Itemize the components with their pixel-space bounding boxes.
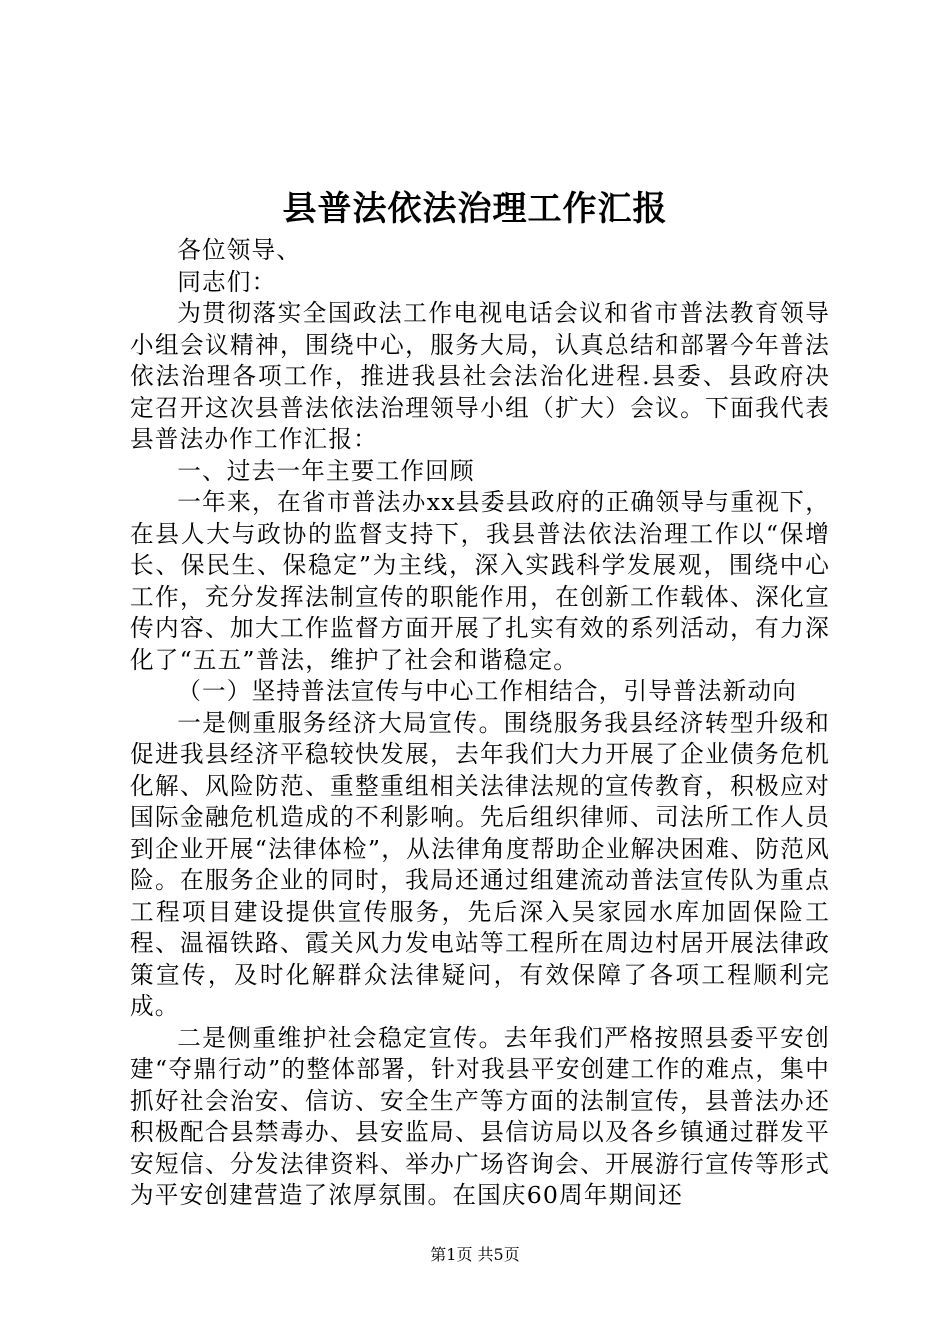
summary-paragraph: 一年来，在省市普法办xx县委县政府的正确领导与重视下，在县人大与政协的监督支持下，我县普法依法治理工作以“保增长、保民生、保稳定”为主线，深入实践科学发展观，围绕中心工作，充分发挥法制宣传的职能作用，在创新工作载体、深化宣传内容、加大工作监督方面开展了扎实有效的系列活动，有力深化了“五五”普法，维护了社会和谐稳定。 xyxy=(130,488,830,674)
intro-paragraph: 为贯彻落实全国政法工作电视电话会议和省市普法教育领导小组会议精神，围绕中心，服务大局，认真总结和部署今年普法依法治理各项工作，推进我县社会法治化进程.县委、县政府决定召开这次县普法依法治理领导小组（扩大）会议。下面我代表县普法办作工作汇报： xyxy=(130,299,830,453)
section-heading-1: 一、过去一年主要工作回顾 xyxy=(177,456,475,485)
economy-paragraph: 一是侧重服务经济大局宣传。围绕服务我县经济转型升级和促进我县经济平稳较快发展，去年我们大力开展了企业债务危机化解、风险防范、重整重组相关法律法规的宣传教育，积极应对国际金融危机造成的不利影响。先后组织律师、司法所工作人员到企业开展“法律体检”，从法律角度帮助企业解决困难、防范风险。在服务企业的同时，我局还通过组建流动普法宣传队为重点工程项目建设提供宣传服务，先后深入吴家园水库加固保险工程、温福铁路、霞关风力发电站等工程所在周边村居开展法律政策宣传，及时化解群众法律疑问，有效保障了各项工程顺利完成。 xyxy=(130,708,830,1020)
salutation-comrades: 同志们： xyxy=(177,267,277,296)
document-body xyxy=(130,235,830,1212)
subsection-heading-1: （一）坚持普法宣传与中心工作相结合，引导普法新动向 xyxy=(177,677,798,705)
document-title: 县普法依法治理工作汇报 xyxy=(282,189,668,229)
stability-paragraph: 二是侧重维护社会稳定宣传。去年我们严格按照县委平安创建“夺鼎行动”的整体部署，针对我县平安创建工作的难点，集中抓好社会治安、信访、安全生产等方面的法制宣传，县普法办还积极配合县禁毒办、县安监局、县信访局以及各乡镇通过群发平安短信、分发法律资料、举办广场咨询会、开展游行宣传等形式为平安创建营造了浓厚氛围。在国庆60周年期间还 xyxy=(130,1023,830,1209)
page-footer: 第1页 共5页 xyxy=(430,1245,520,1264)
salutation-leaders: 各位领导、 xyxy=(177,236,302,264)
